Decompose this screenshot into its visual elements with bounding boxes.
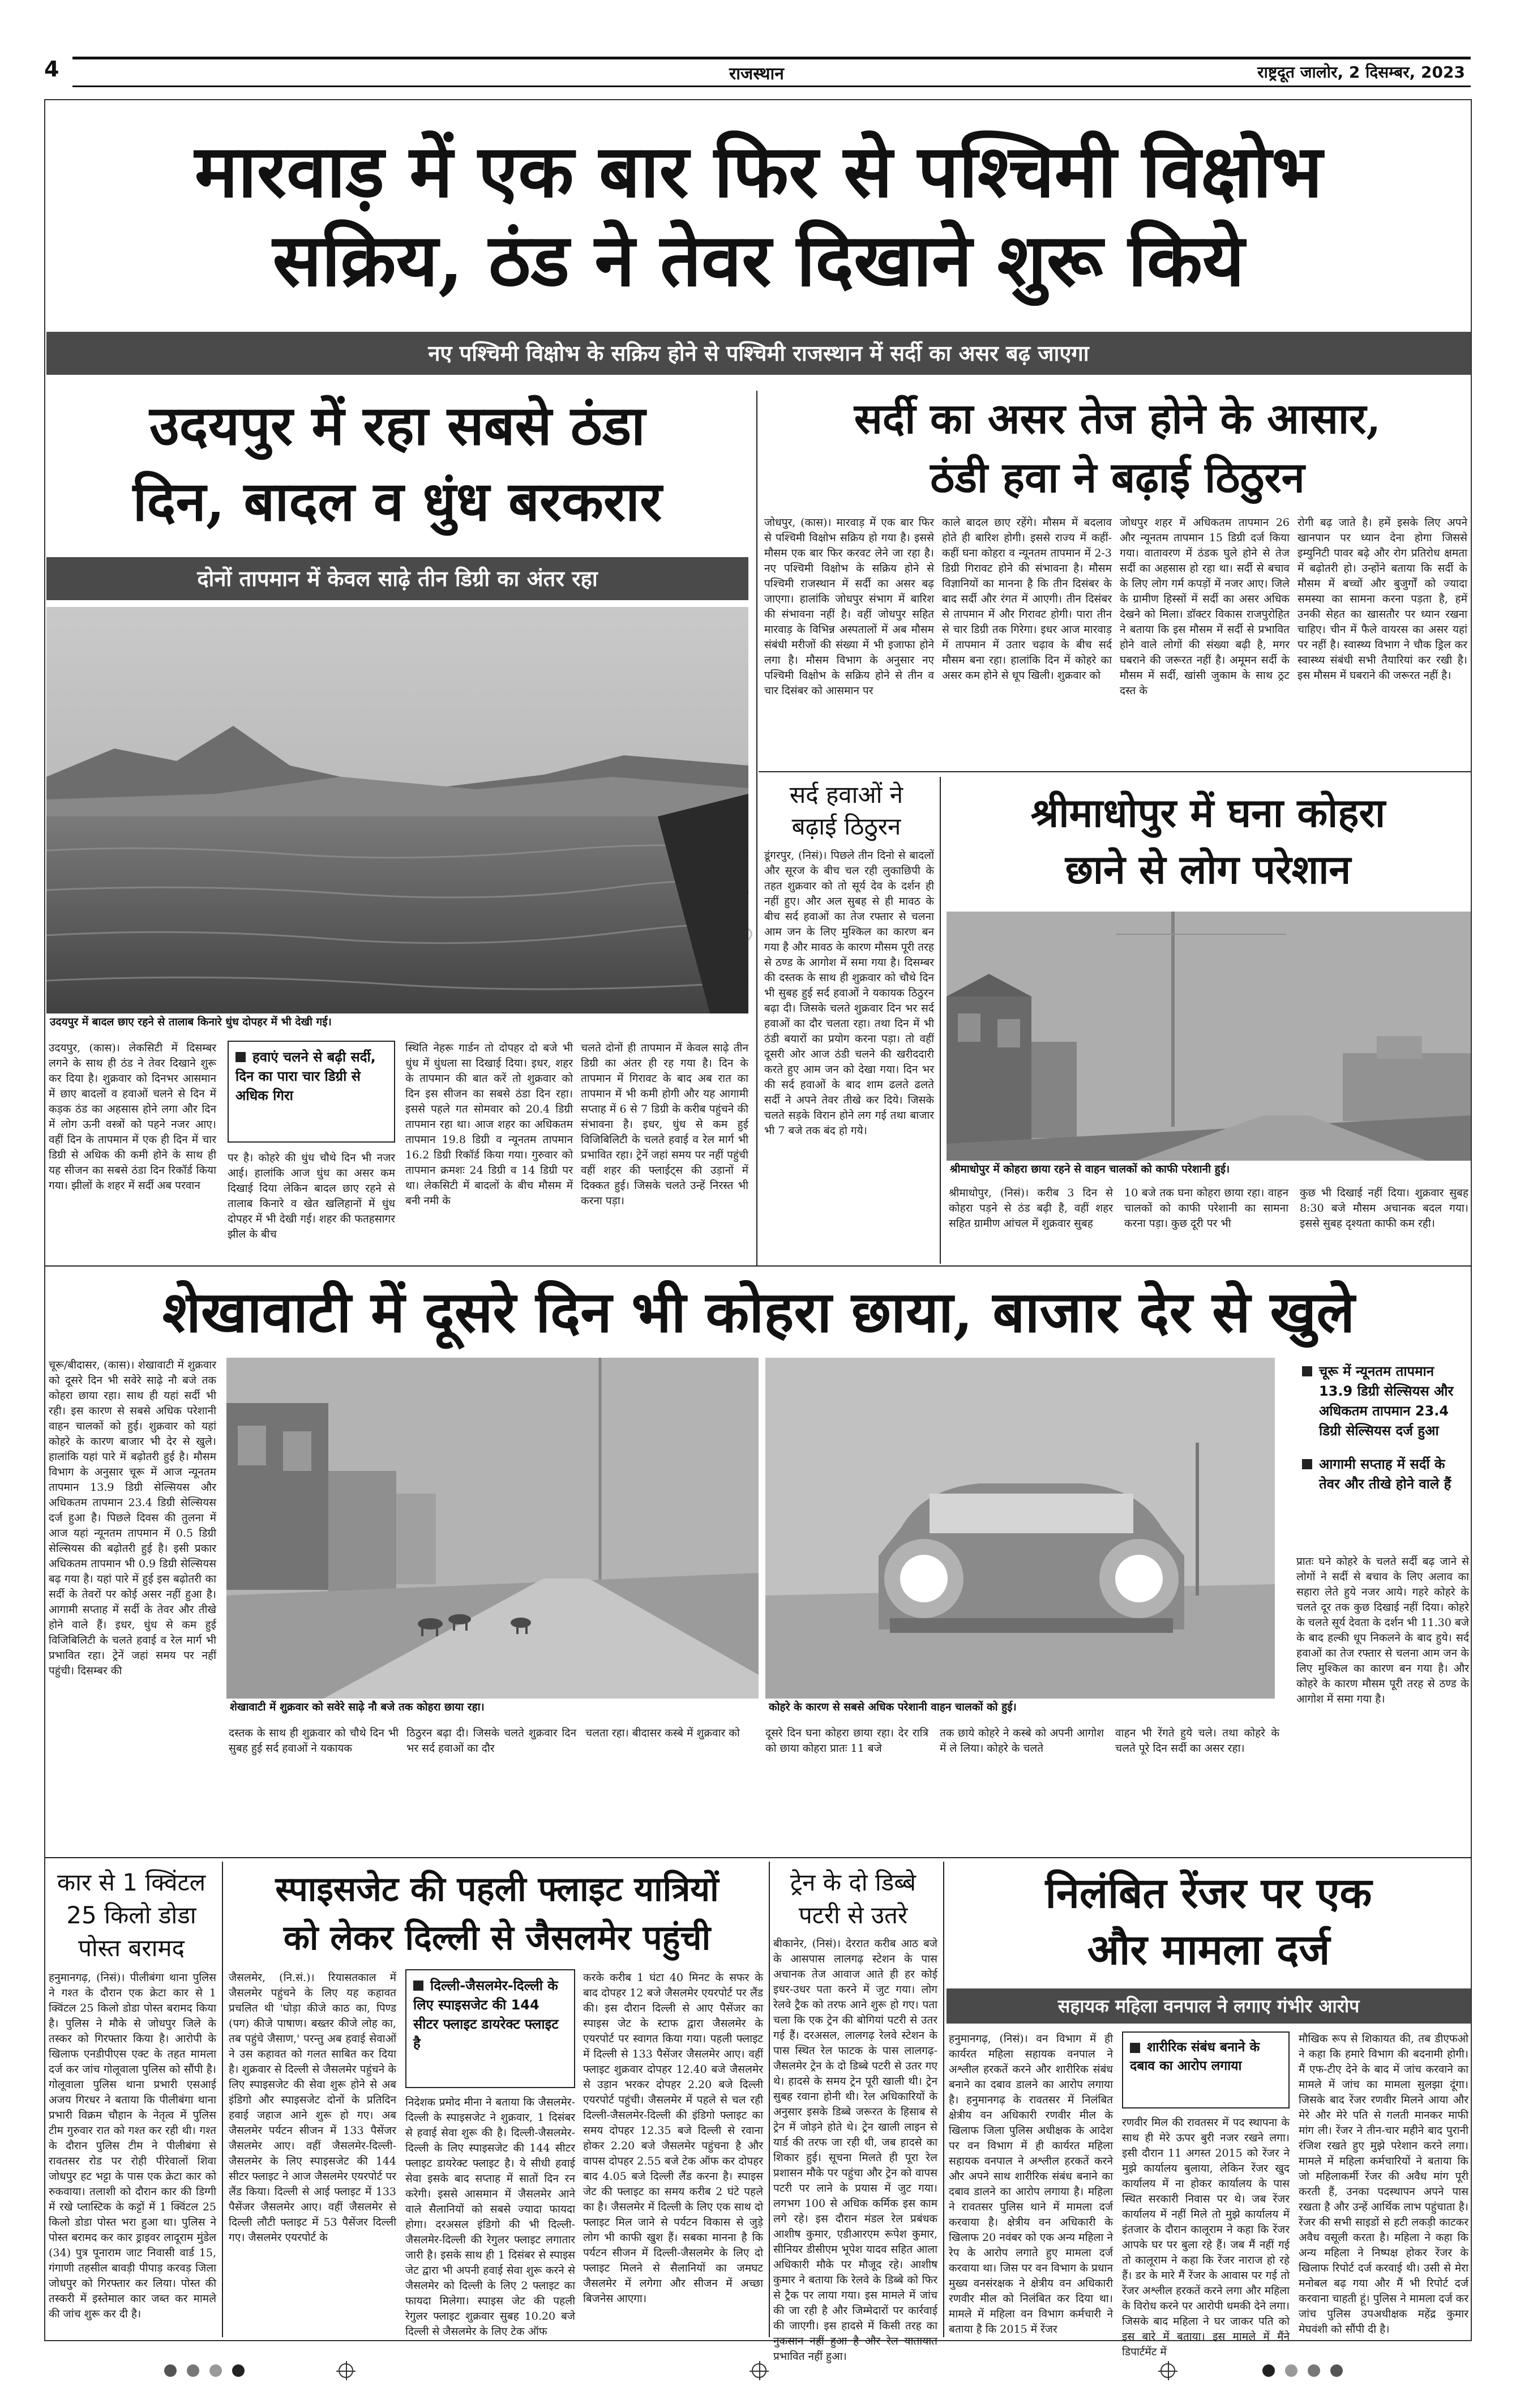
train-body: बीकानेर, (निसं)। देररात करीब आठ बजे के आसपास लालगढ़ स्टेशन के पास अचानक तेज आवाज आते ही हर कोई इधर-उधर पता करने में जुट गया। लोग रेलवे ट्रैक को तरफ आने शुरू हो गए। पता चला कि एक ट्रेन की बोगियां पटरी से उतर गई हैं। दरअसल, लालगढ़ रेलवे स्टेशन के पास स्थित रेल फाटक के पास लालगढ़-जैसलमेर ट्रेन के दो डिब्बे पटरी से उतर गए थे। हादसे के समय ट्रेन पूरी खाली थी। ट्रेन सुबह रवाना होनी थी। रेल अधिकारियों के अनुसार इसके डिब्बे जरूरत के हिसाब से ट्रेन में जोड़ने होते थे। ट्रेन खाली लाइन से यार्ड की तरफ जा रही थी, जब हादसे का शिकार हुई। सूचना मिलते ही पूरा रेल प्रशासन मौके पर पहुंचा और ट्रेन को वापस पटरी पर लाने के प्रयास में जुट गया। लगभग 100 से अधिक कर्मिक इस काम लगे रहे। इस दौरान मंडल रेल प्रबंधक आशीष कुमार, एडीआरएम रूपेश कुमार, सीनियर डीसीएम भूपेश यादव सहित आला अधिकारी मौके पर मौजूद रहे। आशीष कुमार ने बताया कि रेलवे के डिब्बे को फिर से ट्रैक पर लाया गया। इस मामले में जांच की जा रही है और जिम्मेदारों पर कार्रवाई की जाएगी। इस हादसे में किसी तरह का नुकसान नहीं हुआ है और रेल यातायात प्रभावित नहीं हुआ। <box>773 1937 937 2363</box>
doda-headline-line3: पोस्त बरामद <box>78 1934 185 1962</box>
cold-col3: जोधपुर शहर में अधिकतम तापमान 26 और न्यूनतम तापमान 15 डिग्री दर्ज किया गया। वातावरण में ठंडक घुले होने से तेज सर्दी का अहसास हो रहा था। सर्दी से बचाव के लिए लोग गर्म कपड़ों में नजर आए। जिले के ग्रामीण हिस्सों में सर्दी का असर अधिक देखने को मिला। डॉक्टर विकास राजपुरोहित ने बताया कि इस मौसम में सर्दी से प्रभावित होने वाले लोगों की संख्या बढ़ी है, मगर घबराने की जरूरत नहीं है। अमूमन सर्दी के मौसम में सर्दी, खांसी जुकाम के साथ ठ्रट दस्त के <box>1120 516 1290 697</box>
edition-date: राष्ट्रदूत जालोर, 2 दिसम्बर, 2023 <box>1257 63 1465 82</box>
shekhawati-bottom1: दस्तक के साथ ही शुक्रवार को चौथे दिन भी सुबह हुई सर्द हवाओं ने यकायक <box>229 1727 399 1755</box>
shekhawati-caption2: कोहरे के कारण से सबसे अधिक परेशानी वाहन चालकों को हुई। <box>765 1699 1275 1716</box>
spicejet-headline-line2: को लेकर दिल्ली से जैसलमेर पहुंची <box>283 1918 711 1958</box>
masthead <box>44 57 1471 91</box>
cold-col1: जोधपुर, (कास)। मारवाड़ में एक बार फिर से पश्चिमी विक्षोभ सक्रिय हो गया है। इससे मौसम एक बार फिर करवट लेने जा रहा है। नए पश्चिमी विक्षोभ के सक्रिय होने से पश्चिमी राजस्थान में सर्दी का असर बढ़ जाएगा। हालांकि जोधपुर संभाग में बारिश की संभावना नहीं है। वहीं जोधपुर सहित मारवाड़ के विभिन्न अस्पतालों में अब मौसम संबंधी मरीजों की संख्या में भी इजाफा होने लगा है। मौसम विभाग के अनुसार नए पश्चिमी विक्षोभ के सक्रिय होने से तीन व चार दिसंबर को आसमान पर <box>764 516 934 697</box>
page-number: 4 <box>44 57 59 82</box>
section-divider <box>45 1265 1472 1267</box>
cold-col4: रोगी बढ़ जाते है। हमें इसके लिए अपने खानपान पर ध्यान देना होगा जिससे इम्युनिटी पावर बढ़े और रोग प्रतिरोध क्षमता में बढ़ोतरी हो। उन्होंने बताया कि सर्दी के मौसम में बच्चों और बुजुर्गों को ज्यादा समस्या का सामना करना पड़ता है, हमें उनकी सेहत का खासतौर पर ध्यान रखना चाहिए। चीन में फैले वायरस का असर यहां पर नहीं है। स्वास्थ्य विभाग ने चौक ड्रिल कर स्वास्थ्य संबंधी सभी तैयारियां कर रखी है। इस मौसम में घबराने की जरूरत नहीं है। <box>1297 516 1467 682</box>
shekhawati-bullets <box>1302 1362 1469 1494</box>
registration-dot <box>187 2364 199 2377</box>
ranger-headline-line1: निलंबित रेंजर पर एक <box>1045 1869 1372 1918</box>
sri-headline-line2: छाने से लोग परेशान <box>1065 846 1351 893</box>
udaipur-photo-caption: उदयपुर में बादल छाए रहने से तालाब किनारे धुंध दोपहर में भी देखी गई। <box>46 1013 748 1030</box>
ranger-col1: हनुमानगढ़, (निसं)। वन विभाग में ही कार्यरत महिला सहायक वनपाल ने अश्लील हरकतें करने और शारीरिक संबंध बनाने का दबाव डालने का आरोप लगाया है। हनुमानगढ़ के रावतसर में निलंबित क्षेत्रीय वन अधिकारी रणवीर मील के खिलाफ जिला पुलिस अधीक्षक के आदेश पर वन विभाग में ही कार्यरत महिला सहायक वनपाल ने अश्लील हरकतें करने और अपने साथ शारीरिक संबंध बनाने का दबाव डालने का आरोप लगाया है। महिला ने रावतसर पुलिस थाने में मामला दर्ज करवाया है। क्षेत्रीय वन अधिकारी के खिलाफ 20 नवंबर को एक अन्य महिला ने रेप के आरोप लगाते हुए मामला दर्ज करवाया था। जिस पर वन विभाग के प्रधान मुख्य वनसंरक्षक ने क्षेत्रीय वन अधिकारी रणवीर मील को निलंबित कर दिया था। मामले में महिला वन विभाग कर्मचारी ने बताया है कि 2015 में रेंजर <box>949 2033 1113 2336</box>
ranger-highlight-text: शारीरिक संबंध बनाने के दबाव का आरोप लगाया <box>1130 2040 1260 2073</box>
dungarpur-headline-line2: बढ़ाई ठिठुरन <box>791 812 901 840</box>
column-divider <box>769 1862 770 2337</box>
shekhawati-bottom2: ठिठुरन बढ़ा दी। जिसके चलते शुक्रवार दिन भर सर्द हवाओं का दौर <box>406 1727 576 1755</box>
bullet-square-icon <box>235 1052 246 1062</box>
ranger-headline-line2: और मामला दर्ज <box>1087 1926 1330 1974</box>
shekhawati-bottom5: तक छाये कोहरे ने कस्बे को अपनी आगोश में ले लिया। कोहरे के चलते <box>940 1727 1104 1755</box>
ranger-col2: रणवीर मिल की रावतसर में पद स्थापना के साथ ही मेरे ऊपर बुरी नजर रखने लगा। इसी दौरान 11 अगस्त 2015 को रेंजर ने मुझे कार्यालय बुलाया, लेकिन रेंजर खुद कार्यालय में ना होकर कार्यालय के पास स्थित सरकारी निवास पर थे। जब रेंजर कार्यालय में नहीं मिले तो मुझे कार्यालय में इंतजार के दौरान कालूराम ने कहा कि रेंजर आपके घर पर बुला रहे हैं। जब मैं नहीं गई तो कालूराम ने कहा कि रेंजर नाराज हो रहे हैं। डर के मारे मैं रेंजर के आवास पर गई तो रेंजर अश्लील हरकतें करने लगा और महिला के विरोध करने पर आरोपी धमकी देने लगा। जिसके बाद महिला ने घर जाकर पति को इस बारे में बताया। इस मामले में मैंने डिपार्टमेंट में <box>1122 2116 1290 2358</box>
udaipur-col1: उदयपुर, (कास)। लेकसिटी में दिसम्बर लगने के साथ ही ठंड ने तेवर दिखाने शुरू कर दिया है। शुक्रवार को दिनभर आसमान में छाए बादलों व हवाओं चलने से दिन में कड़क ठंड का अहसास होने लगा और दिन में लोग ऊनी वस्त्रों को पहने नजर आए। वहीं दिन के तापमान में एक ही दिन में चार डिग्री से अधिक की कमी होने के साथ ही यह सीजन का सबसे ठंडा दिन रिकॉर्ड किया गया। झीलों के शहर में सर्दी अब परवान <box>49 1042 216 1192</box>
doda-body: हनुमानगढ़, (निसं)। पीलीबंगा थाना पुलिस ने गश्त के दौरान एक क्रेटा कार से 1 क्विंटल 25 किलो डोडा पोस्त बरामद किया है। पुलिस ने मौके से जोधपुर जिले के तस्कर को गिरफ्तार किया है। आरोपी के खिलाफ एनडीपीएस एक्ट के तहत मामला दर्ज कर जांच गोलूवाला पुलिस को सौंपी है। गोलूवाला पुलिस थाना प्रभारी एसआई अजय गिरधर ने बताया कि पीलीबंगा थाना प्रभारी विक्रम चौहान के नेतृत्व में पुलिस टीम गुरुवार रात को गश्त कर रही थी। गश्त के दौरान पुलिस टीम ने पीलीबंगा से रावतसर रोड पर रोही पीरेवालों शिवा जोधपुर हट भट्टा के पास एक क्रेटा कार को रुकवाया। तलाशी को दौरान कार की डिग्गी में रखे प्लास्टिक के कट्टों में 1 क्विंटल 25 किलो डोडा पोस्त भरा हुआ था। पुलिस ने पोस्त बरामद कर कार ड्राइवर लादूराम मुंडेल (34) पुत्र पूनाराम जाट निवासी वार्ड 15, गंगाणी तहसील बावड़ी पीपाड़ करवड़ जिला जोधपुर को गिरफ्तार कर लिया। पोस्त की तस्करी में इस्तेमाल कार जब्त कर मामले की जांच शुरू कर दी है। <box>49 1971 216 2320</box>
cold-headline-line1: सर्दी का असर तेज होने के आसार, <box>854 395 1381 443</box>
shekhawati-right-col: प्रातः घने कोहरे के चलते सर्दी बढ़ जाने से लोगों ने सर्दी से बचाव के लिए अलाव का सहारा लेते हुये नजर आये। गहरे कोहरे के चलते दूर तक कुछ दिखाई नहीं दिया। कोहरे के चलते सूर्य देवता के दर्शन भी 11.30 बजे के बाद हल्की धूप निकलने के बाद हुये। सर्द हवाओं का तेज रफ्तार से चलना आम जन के लिए मुश्किल का कारण बन गया है। और कोहरे के कारण मौसम पूरी तरह से ठण्ड के आगोश में समा गया है। <box>1296 1555 1469 1705</box>
shekhawati-col1: चूरू/बीदासर, (कास)। शेखावाटी में शुक्रवार को दूसरे दिन भी सवेरे साढ़े नौ बजे तक कोहरा छाया रहा। साथ ही यहां सर्दी भी रही। इस कारण से सबसे अधिक परेशानी वाहन चालकों को हुई। शुक्रवार को यहां कोहरे के कारण बाजार भी देर से खुले। हालांकि यहां पारे में बढ़ोतरी हुई है। मौसम विभाग के अनुसार चूरू में आज न्यूनतम तापमान 13.9 डिग्री सेल्सियस और अधिकतम तापमान 23.4 डिग्री सेल्सियस दर्ज हुआ है। पिछले दिवस की तुलना में आज यहां न्यूनतम तापमान में 0.5 डिग्री सेल्सियस की बढ़ोतरी हुई है। इसी प्रकार अधिकतम तापमान भी 0.9 डिग्री सेल्सियस बढ़ गया है। यहां पारे में हुई इस बढ़ोतरी का सर्दी के तेवरों पर कोई असर नहीं हुआ है। आगामी सप्ताह में सर्दी के तेवर और तीखे होने वाले हैं। इधर, धुंध से कम हुई विजिबिलिटी के चलते हवाई व रेल मार्ग भी प्रभावित रहा। ट्रेनें जहां समय पर नहीं पहुंची। दिसम्बर की <box>49 1359 216 1677</box>
registration-dot <box>1308 2364 1320 2377</box>
crosshair-mark-icon <box>752 2363 766 2378</box>
ranger-highlight-box <box>1122 2031 1290 2108</box>
cold-headline-line2: ठंडी हवा ने बढ़ाई ठिठुरन <box>930 454 1305 502</box>
crosshair-mark-icon <box>339 2363 353 2378</box>
udaipur-col2: पर है। कोहरे की धुंध चौथे दिन भी नजर आई। हालांकि आज धुंध का असर कम दिखाई दिया लेकिन बादल छाए रहने से तालाब किनारे व खेत खलिहानों में धुंध दोपहर में भी देखी गई। शहर की फतहसागर झील के बीच <box>228 1152 395 1241</box>
sri-col2: 10 बजे तक घना कोहरा छाया रहा। वाहन चालकों को काफी परेशानी का सामना करना पड़ा। कुछ दूरी पर भी <box>1124 1187 1288 1230</box>
shekhawati-bullet-1: चूरू में न्यूनतम तापमान 13.9 डिग्री सेल्सियस और अधिकतम तापमान 23.4 डिग्री सेल्सियस दर्ज हुआ <box>1302 1362 1469 1441</box>
bullet-square-icon <box>1302 1459 1312 1469</box>
bullet-square-icon <box>1130 2043 1140 2053</box>
lead-subhead: नए पश्चिमी विक्षोभ के सक्रिय होने से पश्चिमी राजस्थान में सर्दी का असर बढ़ जाएगा <box>46 332 1471 375</box>
column-divider <box>756 391 757 1265</box>
shekhawati-bottom4: दूसरे दिन घना कोहरा छाया रहा। देर रात्रि को छाया कोहरा प्रातः 11 बजे <box>765 1727 928 1755</box>
spicejet-col2: निदेशक प्रमोद मीना ने बताया कि जैसलमेर-दिल्ली के स्पाइसजेट ने शुक्रवार, 1 दिसंबर से हवाई सेवा शुरू की है। दिल्ली-जैसलमेर-दिल्ली के लिए स्पाइसजेट की 144 सीटर फ्लाइट डायरेक्ट फ्लाइट है। ये सीधी हवाई सेवा इसके बाद सप्ताह में सातों दिन रन करेगी। इससे आसमान में जैसलमेर आने वाले सैलानियों को सबसे ज्यादा फायदा होगा। दरअसल इंडिगो की भी दिल्ली-जैसलमेर-दिल्ली की रेगुलर फ्लाइट लगातार जारी है। इसके साथ ही 1 दिसंबर से स्पाइस जेट द्वारा भी अपनी हवाई सेवा शुरू करने से जैसलमेर को दिल्ली के लिए 2 फ्लाइट का फायदा मिलेगा। स्पाइस जेट की पहली रेगुलर फ्लाइट शुक्रवार सुबह 10.20 बजे दिल्ली से जैसलमेर के लिए टेक ऑफ <box>405 2096 575 2338</box>
registration-dot <box>232 2364 245 2377</box>
udaipur-col3: स्थिति नेहरू गार्डन तो दोपहर दो बजे भी धुंध में धुंधला सा दिखाई दिया। इधर, शहर के तापमान की बात करें तो शुक्रवार को दिन इस सीजन का सबसे ठंडा दिन रहा। इससे पहले गत सोमवार को 20.4 डिग्री तापमान रहा था। आज शहर का अधिकतम तापमान 19.8 डिग्री व न्यूनतम तापमान 16.2 डिग्री रिकॉर्ड किया गया। गुरुवार को तापमान क्रमशः 24 डिग्री व 14 डिग्री पर था। लेकसिटी में बादलों के बीच मौसम में बनी नमी के <box>405 1042 573 1207</box>
shekhawati-bottom3: चलता रहा। बीदासर कस्बे में शुक्रवार को <box>585 1727 740 1739</box>
registration-dot <box>164 2364 177 2377</box>
sri-fog-photo <box>947 912 1471 1178</box>
sri-col1: श्रीमाधोपुर, (निसं)। करीब 3 दिन से कोहरा पड़ने से ठंड बढ़ी है, वहीं शहर सहित ग्रामीण आंचल में शुक्रवार सुबह <box>949 1187 1113 1230</box>
spicejet-highlight-box <box>405 1969 575 2088</box>
registration-dot <box>1285 2364 1297 2377</box>
registration-dot <box>1330 2364 1343 2377</box>
lead-headline-line2: सक्रिय, ठंड ने तेवर दिखाने शुरू किये <box>272 218 1245 303</box>
udaipur-highlight-box <box>228 1041 395 1143</box>
column-divider <box>222 1862 223 2337</box>
spicejet-col3: करके करीब 1 घंटा 40 मिनट के सफर के बाद दोपहर 12 बजे जैसलमेर एयरपोर्ट पर लैंड की। इस दौरान दिल्ली से आए पैसेंजर का स्पाइस जेट के स्टाफ द्वारा जैसलमेर के एयरपोर्ट पर स्वागत किया गया। पहली फ्लाइट में दिल्ली से 133 पैसेंजर जैसलमेर आए। वहीं फ्लाइट शुक्रवार दोपहर 12.40 बजे जैसलमेर से उड़ान भरकर दोपहर 2.20 बजे दिल्ली एयरपोर्ट पहुंची। जैसलमेर में पहले से चल रही दिल्ली-जैसलमेर-दिल्ली की इंडिगो फ्लाइट का समय दोपहर 12.35 बजे दिल्ली से रवाना होकर 2.20 बजे जैसलमेर पहुंचना है और वापस दोपहर 2.55 बजे टेक ऑफ कर दोपहर बाद 4.05 बजे दिल्ली लैंड करना है। स्पाइस जेट की फ्लाइट का समय करीब 2 घंटे पहले का है। जैसलमेर में दिल्ली के लिए एक साथ दो फ्लाइट मिल जाने से पर्यटन विकास से जुड़े लोग भी काफी खुश हैं। सबका मानना है कि पर्यटन सीजन में दिल्ली-जैसलमेर के लिए दो फ्लाइट मिलने से सैलानियों का जमघट जैसलमेर में लगेगा और सीजन में अच्छा बिजनेस आएगा। <box>583 1971 763 2305</box>
train-headline-line2: पटरी से उतरे <box>798 1901 908 1929</box>
registration-dot <box>1262 2364 1275 2377</box>
udaipur-highlight-text: हवाएं चलने से बढ़ी सर्दी, दिन का पारा चार डिग्री से अधिक गिरा <box>235 1049 376 1104</box>
column-divider <box>943 1862 944 2337</box>
spicejet-highlight-text: दिल्ली-जैसलमेर-दिल्ली के लिए स्पाइसजेट की 144 सीटर फ्लाइट डायरेक्ट फ्लाइट है <box>413 1978 559 2051</box>
section-divider <box>45 1857 1472 1858</box>
shekhawati-bullet-2: आगामी सप्ताह में सर्दी के तेवर और तीखे होने वाले हैं <box>1302 1455 1469 1494</box>
registration-dot <box>209 2364 222 2377</box>
ranger-col3: मौखिक रूप से शिकायत की, तब डीएफओ ने कहा कि हमारे विभाग की बदनामी होगी। मैं एफ-टीए देने के बाद में जांच करवाने का मामले में जांच का मामला सुलझा दूंगा। जिसके बाद रेंजर रणवीर मिलने आया और मेरे और मेरे पति से गलती मानकर माफी मांग ली। रेंजर ने तीन-चार महीने बाद पुरानी रंजिश रखते हुए मुझे परेशान करने लगा। मामले में महिला कर्मचारियों ने बताया कि जो महिलाकर्मी रेंजर की अवैध मांग पूरी करती हैं, उनका पदस्थापन अपने पास रखता है और उन्हें आर्थिक लाभ पहुंचाता है। रेंजर की सभी साइडों से हटी लकड़ी काटकर अवैध वसूली करता है। महिला ने कहा कि अन्य महिला ने निष्पक्ष होकर रेंजर के खिलाफ रिपोर्ट दर्ज करवाई थी। उसी से मेरा मनोबल बढ़ गया और मैं भी रिपोर्ट दर्ज करवाना चाहती हूं। पुलिस ने मामला दर्ज कर जांच पुलिस उपअधीक्षक महेंद्र कुमार मेघवंशी को सौंपी दी है। <box>1299 2033 1468 2336</box>
crosshair-mark-icon <box>1160 2363 1175 2378</box>
cold-col2: काले बादल छाए रहेंगे। मौसम में बदलाव होते ही बारिश होगी। इससे राज्य में कहीं-कहीं घना कोहरा व न्यूनतम तापमान में 2-3 डिग्री गिरावट होने की संभावना है। मौसम विज्ञानियों का मानना है कि तीन दिसंबर के बाद सर्दी और रंगत में आएगी। तीन दिसंबर से तापमान में और गिरावट होगी। पारा तीन से चार डिग्री तक गिरेगा। इधर आज मारवाड़ में तापमान में उतार चढ़ाव के बीच सर्द मौसम बना रहा। हालांकि दिन में कोहरे का असर कम होने से धूप खिली। शुक्रवार को <box>942 516 1112 682</box>
sri-col3: कुछ भी दिखाई नहीं दिया। शुक्रवार सुबह 8:30 बजे मौसम अचानक बदल गया। इससे सुबह दृश्यता काफी कम रही। <box>1300 1187 1468 1230</box>
sri-photo-caption: श्रीमाधोपुर में कोहरा छाया रहने से वाहन चालकों को काफी परेशानी हुई। <box>947 1161 1471 1178</box>
ranger-subhead: सहायक महिला वनपाल ने लगाए गंभीर आरोप <box>947 1988 1471 2024</box>
doda-headline-line2: 25 किलो डोडा <box>66 1901 196 1929</box>
udaipur-headline-line2: दिन, बादल व धुंध बरकरार <box>132 469 662 533</box>
shekhawati-street-photo <box>226 1358 759 1714</box>
udaipur-col4: चलते दोनों ही तापमान में केवल साढ़े तीन डिग्री का अंतर ही रह गया है। दिन के तापमान में गिरावट के बाद अब रात का तापमान में भी कमी होगी और यह आगामी सप्ताह में 6 से 7 डिग्री के करीब पहुंचने की संभावना है। इधर, धुंध से कम हुई विजिबिलिटी के चलते हवाई व रेल मार्ग भी प्रभावित रहा। ट्रेनें जहां समय पर नहीं पहुंची वहीं शहर की फ्लाईट्स की उड़ानों में दिक्कत हुई। जिसके चलते उन्हें निरस्त भी करना पड़ा। <box>581 1042 748 1207</box>
shekhawati-bottom6: वाहन भी रेंगते हुये चले। तथा कोहरे के चलते पूरे दिन सर्दी का असर रहा। <box>1115 1727 1279 1755</box>
spicejet-headline-line1: स्पाइसजेट की पहली फ्लाइट यात्रियों <box>275 1870 719 1909</box>
column-divider <box>940 777 941 1264</box>
dungarpur-body: डूंगरपुर, (निसं)। पिछले तीन दिनो से बादलों और सूरज के बीच चल रही लुकाछिपी के तहत शुक्रवार को तो सूर्य देव के दर्शन ही नहीं हुए। और अल सुबह से ही मावठ के बीच सर्द हवाओं का तेज रफ्तार से चलना आम जन के लिए मुश्किल का कारण बन गया है और मावठ के कारण मौसम पूरी तरह से ठण्ड के आगोश में समा गया है। दिसम्बर की दस्तक के साथ ही शुक्रवार को चौथे दिन भी सुबह हुई सर्द हवाओं ने यकायक ठिठुरन बढ़ा दी। जिसके चलते शुक्रवार दिन भर सर्द हवाओं का दौर चलता रहा। तथा दिन में भी ठंडी बयारों का प्रयोग करना पड़ा। तो वहीं दूसरी ओर आज ठंडी चलने की खरीददारी करते हुए आम जन को देखा गया। दिन भर की सर्द हवाओं के बाद शाम ढलते ढलते सर्दी ने अपने तेवर तीखे कर दिये। जिसके चलते सड़के विरान होने लग गई तथा बाजार भी 7 बजे तक बंद हो गये। <box>764 849 934 1137</box>
bullet-square-icon <box>413 1981 423 1991</box>
udaipur-lake-photo <box>46 607 748 1030</box>
shekhawati-car-photo <box>765 1358 1275 1714</box>
train-headline-line1: ट्रेन के दो डिब्बे <box>790 1868 917 1896</box>
story-divider <box>759 771 1471 772</box>
doda-headline-line1: कार से 1 क्विंटल <box>57 1868 206 1896</box>
dungarpur-headline-line1: सर्द हवाओं ने <box>789 781 903 809</box>
bullet-square-icon <box>1302 1366 1312 1376</box>
shekhawati-headline: शेखावाटी में दूसरे दिन भी कोहरा छाया, बाजार देर से खुले <box>162 1278 1355 1345</box>
lead-headline-line1: मारवाड़ में एक बार फिर से पश्चिमी विक्षोभ <box>194 129 1323 214</box>
shekhawati-caption1: शेखावाटी में शुक्रवार को सवेरे साढ़े नौ बजे तक कोहरा छाया रहा। <box>226 1699 759 1716</box>
section-name: राजस्थान <box>729 64 784 84</box>
sri-headline-line1: श्रीमाधोपुर में घना कोहरा <box>1030 789 1386 836</box>
udaipur-subhead: दोनों तापमान में केवल साढ़े तीन डिग्री का अंतर रहा <box>46 557 748 600</box>
udaipur-headline-line1: उदयपुर में रहा सबसे ठंडा <box>149 394 645 457</box>
spicejet-col1: जैसलमेर, (नि.सं.)। रियासतकाल में जैसलमेर पहुंचने के लिए यह कहावत प्रचलित थी 'घोड़ा कीजे काठ का, पिण्ड (पग) कीजे पाषाण। बख्तर कीजे लोह का, तब पहुंचे जैसाण,' परन्तु अब हवाई सेवाओं ने उस कहावत को गलत साबित कर दिया है। शुक्रवार से दिल्ली से जैसलमेर पहुंचने के लिए स्पाइसजेट की सेवा शुरू होने से अब इंडिगो और स्पाइसजेट दोनों के प्रतिदिन हवाई जहाज आने शुरू हो गए। अब जैसलमेर पर्यटन सीजन में 133 पैसेंजर जैसलमेर आए। वहीं जैसलमेर-दिल्ली-जैसलमेर के लिए स्पाइसजेट की 144 सीटर फ्लाइट ने आज जैसलमेर एयरपोर्ट पर लैंड किया। दिल्ली से आई फ्लाइट में 133 पैसेंजर जैसलमेर आए। वहीं जैसलमेर से दिल्ली लौटी फ्लाइट में 53 पैसेंजर दिल्ली गए। जैसलमेर एयरपोर्ट के <box>229 1971 396 2244</box>
